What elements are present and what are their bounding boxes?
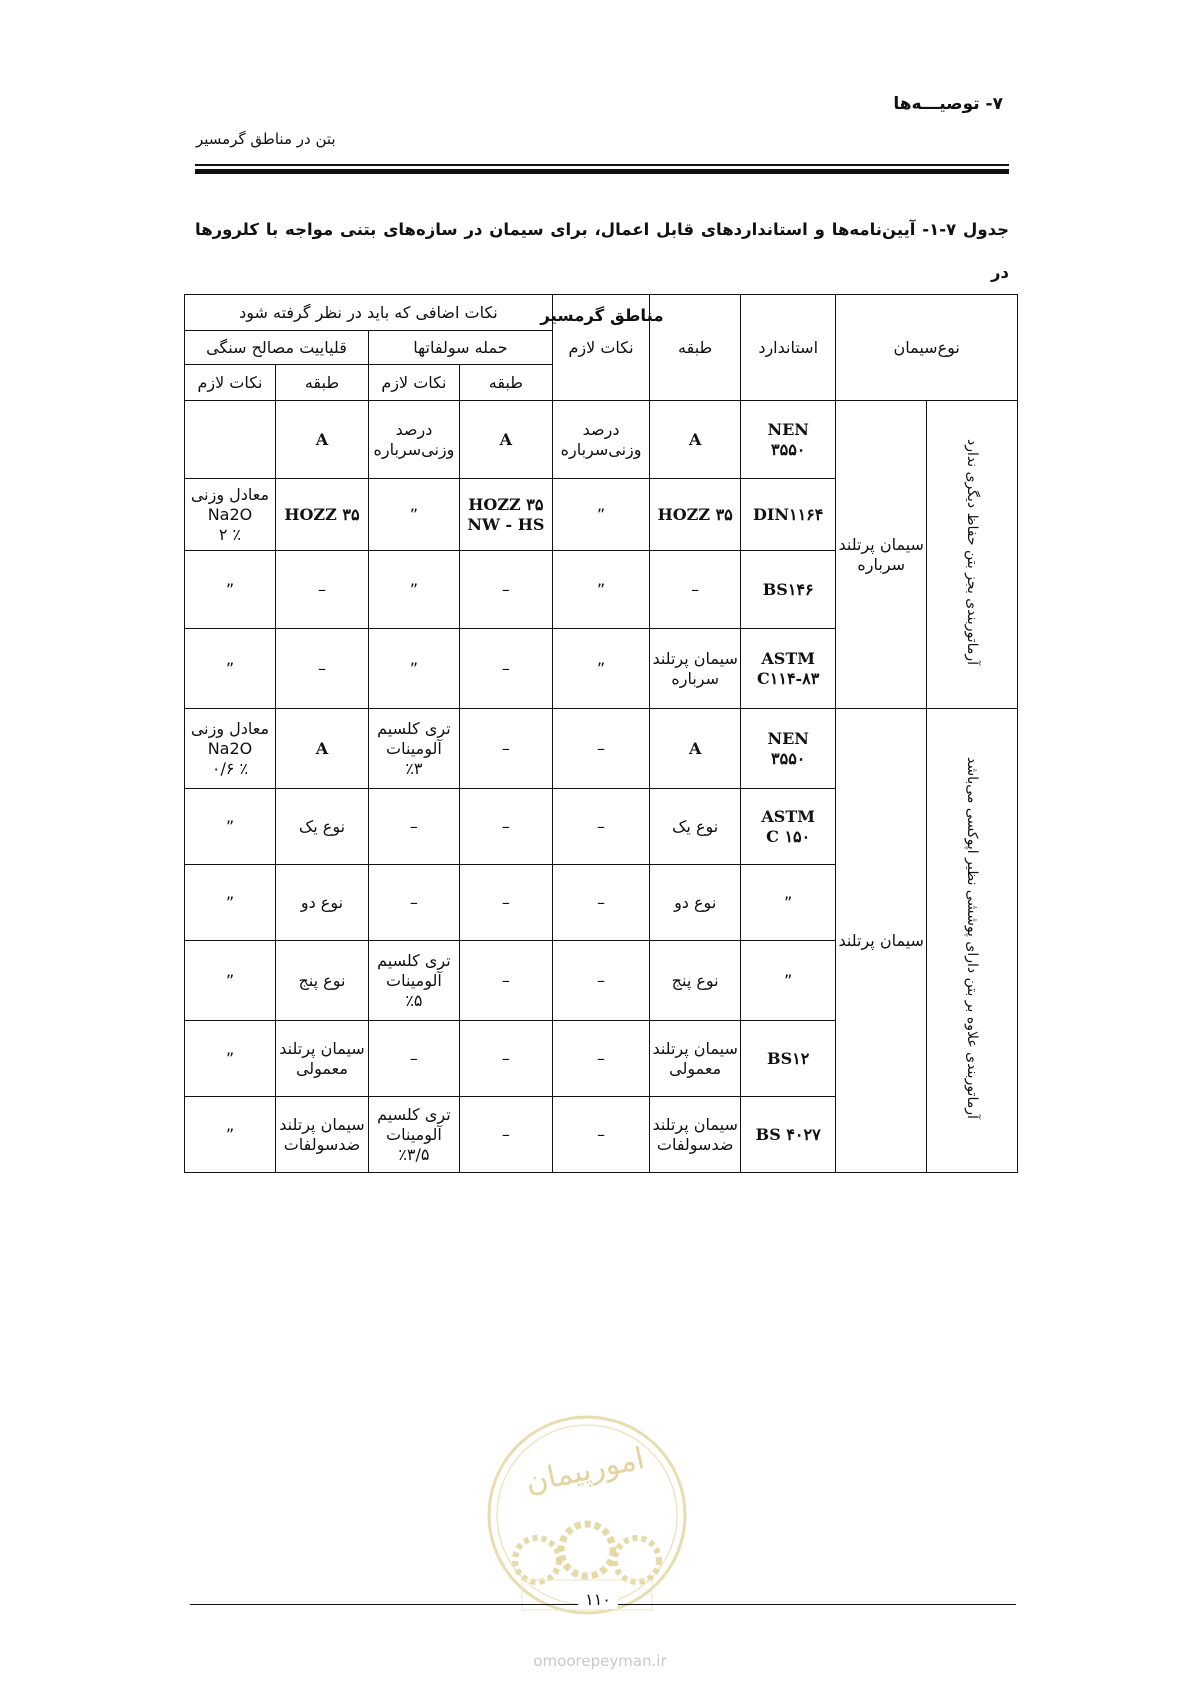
sulfate-notes-line-2: ٪۵ <box>405 990 423 1010</box>
standard-line-1: ASTM <box>761 648 815 668</box>
notes-cell: – <box>552 1097 649 1173</box>
table-row <box>185 709 1018 789</box>
alkalinity-notes-line-2: Na2O <box>207 738 253 758</box>
sulfate-notes-cell <box>368 1097 459 1173</box>
alkalinity-class-cell: سیمان پرتلند ضدسولفات <box>275 1097 368 1173</box>
standard-cell: BS۱۲ <box>741 1021 836 1097</box>
alkalinity-class-cell: – <box>275 551 368 629</box>
notes-cell: – <box>552 789 649 865</box>
reinforcement-text: آرماتوربندی علاوه بر بتن دارای پوششی نظیر اپوکسی می‌باشد <box>964 757 981 1119</box>
page-number: ۱۱۰ <box>578 1590 618 1609</box>
alkalinity-notes-line-3: ٪ ۲ <box>218 524 242 544</box>
notes-cell: ” <box>552 479 649 551</box>
notes-cell <box>552 401 649 479</box>
sulfate-class-line-2: NW - HS <box>467 514 545 534</box>
reinforcement-cell-group-2 <box>927 709 1018 1173</box>
standard-cell <box>741 401 836 479</box>
header-alkalinity-class: طبقه <box>275 365 368 401</box>
sulfate-notes-cell: ” <box>368 629 459 709</box>
class-cell: سیمان پرتلند معمولی <box>650 1021 741 1097</box>
header-sulfate-class: طبقه <box>459 365 552 401</box>
notes-line-1: درصد <box>582 419 620 439</box>
sulfate-notes-line-2: ٪۳ <box>405 758 423 778</box>
notes-cell: ” <box>552 629 649 709</box>
chapter-title: ۷- توصیـــه‌ها <box>893 94 1003 114</box>
alkalinity-notes-cell: ” <box>185 941 276 1021</box>
header-cement-type: نوع‌سیمان <box>836 295 1018 401</box>
standard-cell: DIN۱۱۶۴ <box>741 479 836 551</box>
alkalinity-notes-cell <box>185 709 276 789</box>
alkalinity-notes-cell: ” <box>185 865 276 941</box>
sulfate-class-cell: – <box>459 629 552 709</box>
standard-cell: BS ۴۰۲۷ <box>741 1097 836 1173</box>
alkalinity-class-cell: نوع یک <box>275 789 368 865</box>
publisher-stamp-logo <box>482 1410 692 1620</box>
watermark-url: omoorepeyman.ir <box>533 1652 667 1670</box>
sulfate-class-cell: – <box>459 941 552 1021</box>
alkalinity-notes-cell: ” <box>185 629 276 709</box>
caption-line-2: مناطق گرمسیر <box>540 306 664 325</box>
sulfate-notes-line-1: تری کلسیم آلومینات <box>377 950 451 990</box>
class-cell: – <box>650 551 741 629</box>
standard-cell: ” <box>741 865 836 941</box>
alkalinity-notes-line-3: ٪ ۰/۶ <box>211 758 249 778</box>
sulfate-notes-cell <box>368 941 459 1021</box>
header-alkalinity-notes: نکات لازم <box>185 365 276 401</box>
alkalinity-class-cell: نوع دو <box>275 865 368 941</box>
sulfate-notes-line-1: تری کلسیم آلومینات <box>377 718 451 758</box>
sulfate-class-cell: – <box>459 789 552 865</box>
alkalinity-notes-cell: ” <box>185 1021 276 1097</box>
alkalinity-notes-line-2: Na2O <box>207 504 253 524</box>
header-required-notes: نکات لازم <box>552 295 649 401</box>
sulfate-class-cell: – <box>459 1097 552 1173</box>
alkalinity-class-cell: – <box>275 629 368 709</box>
notes-cell: – <box>552 941 649 1021</box>
header-rule-thin <box>195 164 1009 166</box>
notes-line-2: وزنی‌سرباره <box>560 439 642 459</box>
standard-cell <box>741 709 836 789</box>
class-cell: نوع یک <box>650 789 741 865</box>
sulfate-class-cell <box>459 479 552 551</box>
cement-cell-group-1: سیمان پرتلند سرباره <box>836 401 927 709</box>
class-cell: HOZZ ۳۵ <box>650 479 741 551</box>
header-sulfate-attack: حمله سولفاتها <box>368 331 552 365</box>
notes-cell: – <box>552 709 649 789</box>
sulfate-class-cell: – <box>459 1021 552 1097</box>
sulfate-notes-cell: – <box>368 1021 459 1097</box>
alkalinity-notes-cell: ” <box>185 551 276 629</box>
sulfate-notes-line-1: تری کلسیم آلومینات <box>377 1104 451 1144</box>
header-class: طبقه <box>650 295 741 401</box>
sulfate-class-cell: A <box>459 401 552 479</box>
sulfate-notes-cell <box>368 401 459 479</box>
sulfate-class-cell: – <box>459 709 552 789</box>
alkalinity-notes-cell: ” <box>185 789 276 865</box>
svg-text:امورپیمان: امورپیمان <box>522 1441 648 1501</box>
standard-line-1: NEN <box>767 419 809 439</box>
sulfate-notes-line-2: وزنی‌سرباره <box>373 439 455 459</box>
sulfate-class-cell: – <box>459 865 552 941</box>
reinforcement-text: آرماتوربندی بجز بتن حفاظ دیگری ندارد <box>964 438 981 666</box>
header-standard: استاندارد <box>741 295 836 401</box>
alkalinity-class-cell: HOZZ ۳۵ <box>275 479 368 551</box>
alkalinity-class-cell: سیمان پرتلند معمولی <box>275 1021 368 1097</box>
standard-line-1: ASTM <box>761 806 815 826</box>
standard-cell: BS۱۴۶ <box>741 551 836 629</box>
alkalinity-notes-cell: ” <box>185 1097 276 1173</box>
alkalinity-notes-cell <box>185 479 276 551</box>
sulfate-notes-cell: ” <box>368 551 459 629</box>
running-title: بتن در مناطق گرمسیر <box>196 130 336 148</box>
sulfate-notes-cell: – <box>368 789 459 865</box>
reinforcement-cell-group-1 <box>927 401 1018 709</box>
sulfate-class-line-1: HOZZ ۳۵ <box>468 494 544 514</box>
class-cell: نوع دو <box>650 865 741 941</box>
class-cell: سیمان پرتلند ضدسولفات <box>650 1097 741 1173</box>
alkalinity-notes-line-1: معادل وزنی <box>190 484 270 504</box>
alkalinity-class-cell: A <box>275 401 368 479</box>
notes-cell: – <box>552 865 649 941</box>
sulfate-class-cell: – <box>459 551 552 629</box>
class-cell: سیمان پرتلند سرباره <box>650 629 741 709</box>
notes-cell: ” <box>552 551 649 629</box>
standard-line-2: ۳۵۵۰ <box>771 748 806 768</box>
sulfate-notes-cell: ” <box>368 479 459 551</box>
class-cell: نوع پنج <box>650 941 741 1021</box>
alkalinity-class-cell: نوع پنج <box>275 941 368 1021</box>
caption-line-1: جدول ۷-۱- آیین‌نامه‌ها و استانداردهای قابل اعمال، برای سیمان در سازه‌های بتنی مواجه با کلرورها در <box>195 220 1009 282</box>
standard-line-1: NEN <box>767 728 809 748</box>
sulfate-notes-cell <box>368 709 459 789</box>
standard-line-2: C۱۱۴-۸۳ <box>757 668 820 688</box>
header-additional-notes: نکات اضافی که باید در نظر گرفته شود <box>185 295 553 331</box>
notes-cell: – <box>552 1021 649 1097</box>
class-cell: A <box>650 401 741 479</box>
header-aggregate-alkalinity: قلیاییت مصالح سنگی <box>185 331 369 365</box>
sulfate-notes-line-2: ٪۳/۵ <box>398 1144 430 1164</box>
alkalinity-class-cell: A <box>275 709 368 789</box>
table-row <box>185 401 1018 479</box>
cement-standards-table <box>184 294 1018 1173</box>
standard-line-2: ۳۵۵۰ <box>771 439 806 459</box>
cement-cell-group-2: سیمان پرتلند <box>836 709 927 1173</box>
standard-cell <box>741 629 836 709</box>
alkalinity-notes-line-1: معادل وزنی <box>190 718 270 738</box>
sulfate-notes-cell: – <box>368 865 459 941</box>
standard-cell: ” <box>741 941 836 1021</box>
header-rule-thick <box>195 169 1009 174</box>
header-sulfate-notes: نکات لازم <box>368 365 459 401</box>
class-cell: A <box>650 709 741 789</box>
sulfate-notes-line-1: درصد <box>395 419 433 439</box>
standard-line-2: C ۱۵۰ <box>766 826 811 846</box>
standard-cell <box>741 789 836 865</box>
alkalinity-notes-cell <box>185 401 276 479</box>
